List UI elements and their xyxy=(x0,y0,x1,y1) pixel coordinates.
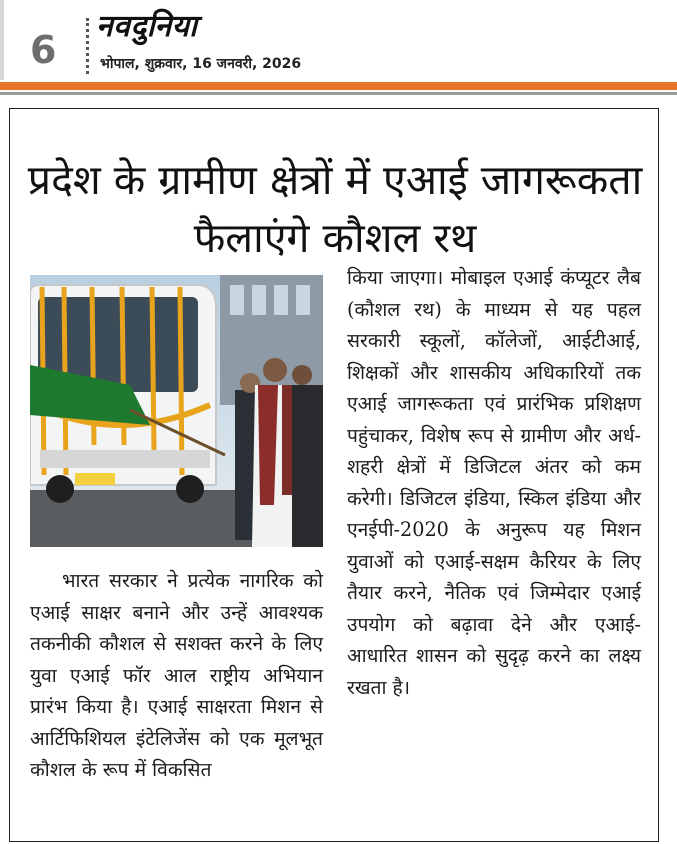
article-headline: प्रदेश के ग्रामीण क्षेत्रों में एआई जागरूकता फैलाएंगे कौशल रथ xyxy=(27,156,643,263)
page-number: 6 xyxy=(30,28,58,72)
dateline: भोपाल, शुक्रवार, 16 जनवरी, 2026 xyxy=(100,56,302,72)
masthead xyxy=(0,0,677,80)
masthead-grey-rule xyxy=(0,92,677,95)
photo-illustration xyxy=(30,275,323,547)
masthead-accent-rule xyxy=(0,82,677,90)
article-column-right xyxy=(347,262,641,703)
article-paragraph-left: भारत सरकार ने प्रत्येक नागरिक को एआई साक्षर बनाने और उन्हें आवश्यक तकनीकी कौशल से सशक्त करने के लिए युवा एआई फॉर आल राष्ट्रीय अभियान प्रारंभ किया है। एआई साक्षरता मिशन से आर्टिफिशियल इंटेलिजेंस को एक मूलभूत कौशल के रूप में विकसित xyxy=(30,569,323,781)
article-column-left xyxy=(30,565,323,786)
article-paragraph-right: किया जाएगा। मोबाइल एआई कंप्यूटर लैब (कौशल रथ) के माध्यम से यह पहल सरकारी स्कूलों, कॉलेजों, आईटीआई, शिक्षकों और शासकीय अधिकारियों तक एआई जागरूकता एवं प्रारंभिक प्रशिक्षण पहुंचाकर, विशेष रूप से ग्रामीण और अर्ध-शहरी क्षेत्रों में डिजिटल अंतर को कम करेगी। डिजिटल इंडिया, स्किल इंडिया और एनईपी-2020 के अनुरूप यह मिशन युवाओं को एआई-सक्षम कैरियर के लिए तैयार करने, नैतिक एवं जिम्मेदार एआई उपयोग को बढ़ावा देने और एआई-आधारित शासन को सुदृढ़ करने का लक्ष्य रखता है। xyxy=(347,266,641,699)
article-photo xyxy=(30,275,323,547)
newspaper-logo: नवदुनिया xyxy=(96,9,198,44)
masthead-dotted-divider xyxy=(86,18,89,74)
